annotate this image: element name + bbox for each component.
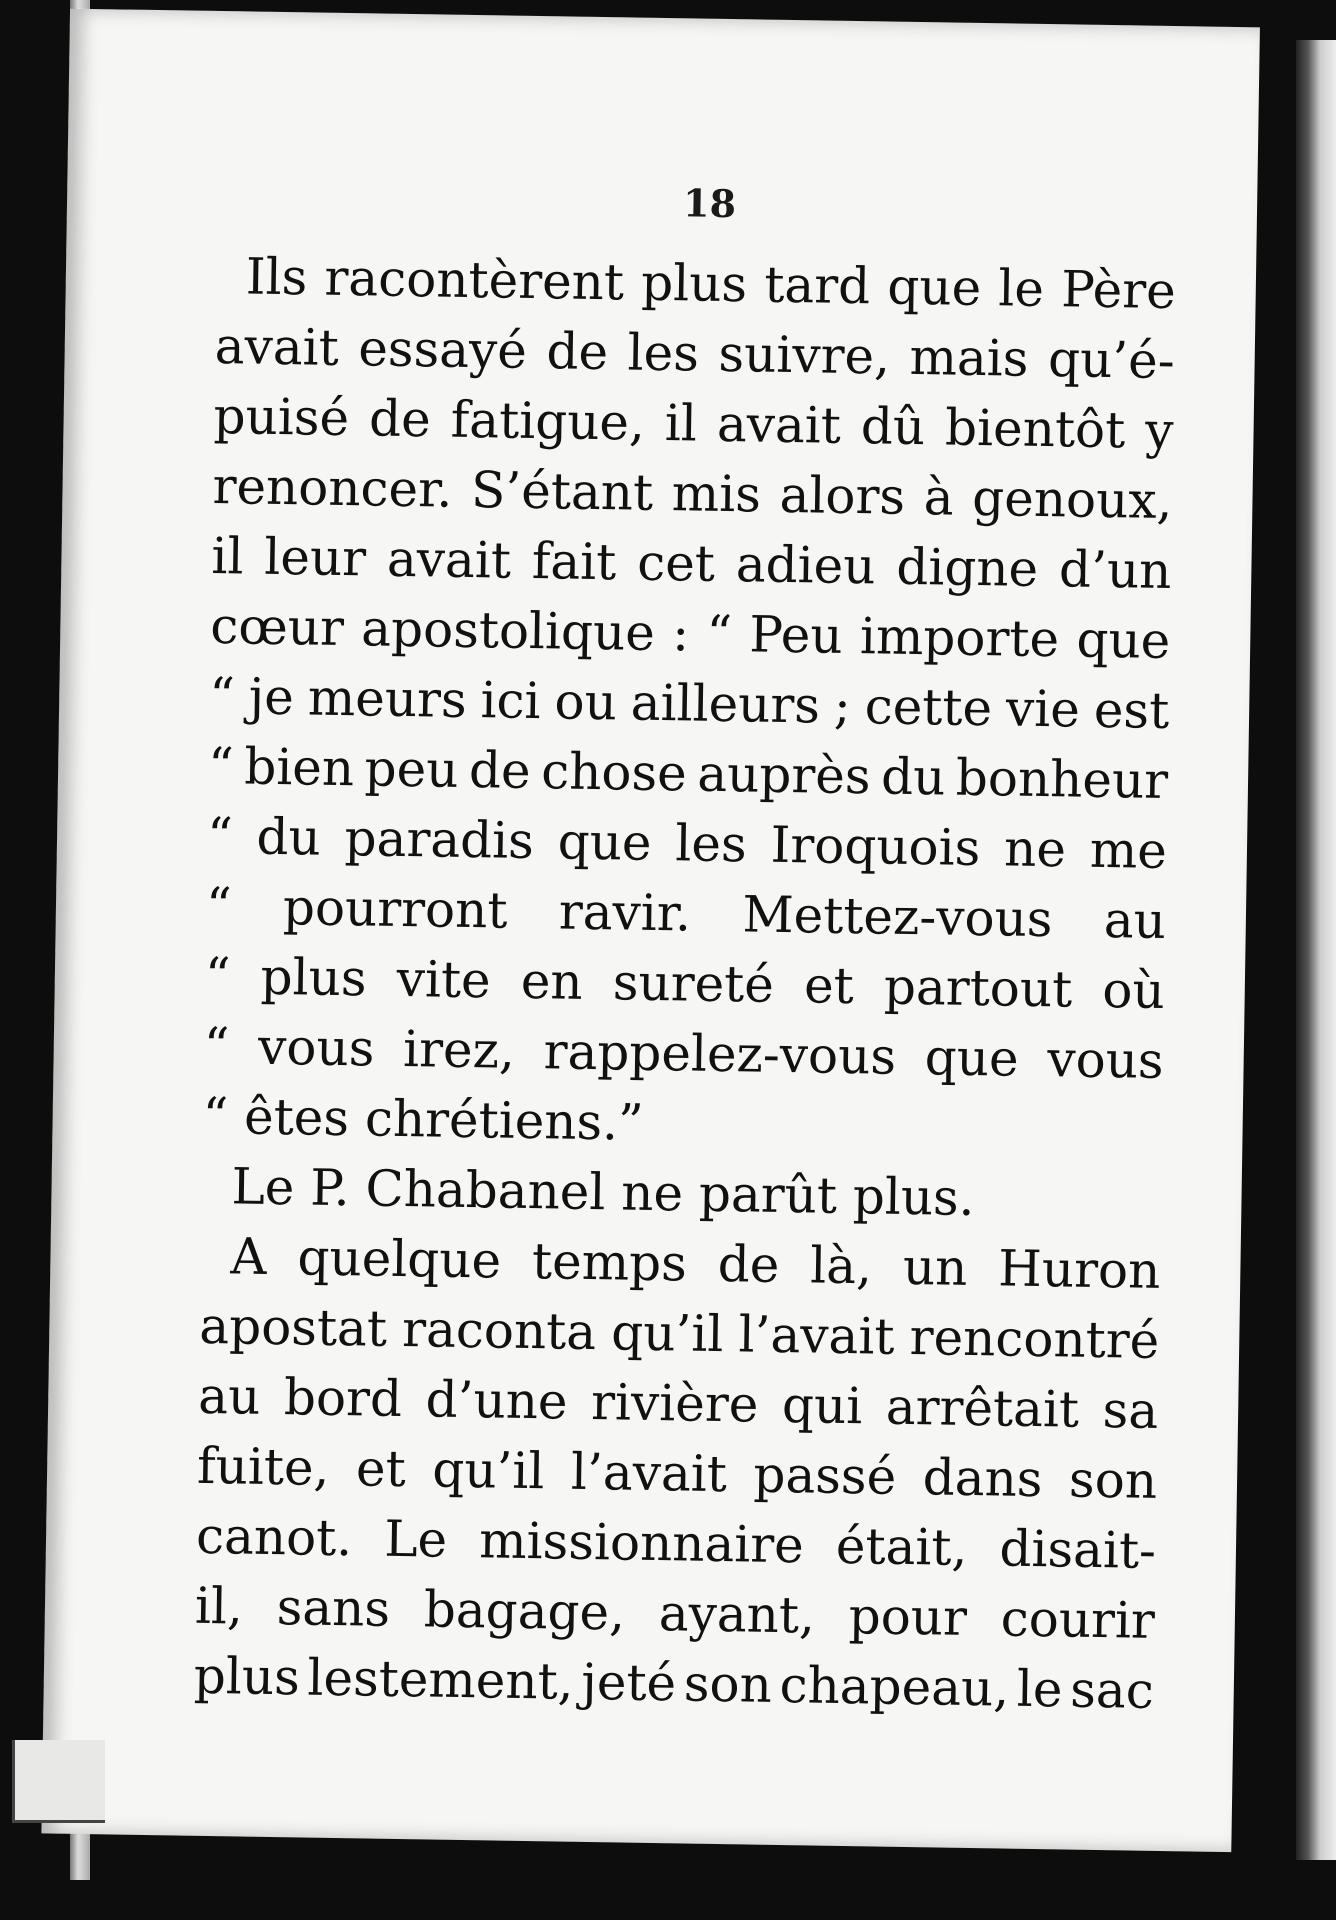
text-line: avait essayé de les suivre, mais qu’é-: [214, 316, 1176, 391]
text-line: apostat raconta qu’il l’avait rencontré: [198, 1296, 1160, 1370]
text-line: cœur apostolique : “ Peu importe que: [209, 596, 1171, 671]
text-line: fuite, et qu’il l’avait passé dans son: [196, 1436, 1158, 1510]
text-line: canot. Le missionnaire était, disait-: [195, 1506, 1157, 1580]
text-line: “ je meurs ici ou ailleurs ; cette vie est: [208, 666, 1170, 741]
text-line: puisé de fatigue, il avait dû bientôt y: [213, 386, 1174, 461]
text-line: il leur avait fait cet adieu digne d’un: [211, 526, 1172, 601]
text-line: Ils racontèrent plus tard que le Père: [245, 247, 1177, 321]
text-line: A quelque temps de là, un Huron: [230, 1227, 1161, 1300]
text-line: “ plus vite en sureté et partout où: [204, 946, 1166, 1020]
text-line: “ du paradis que les Iroquois ne me: [206, 806, 1168, 880]
text-line: au bord d’une rivière qui arrêtait sa: [197, 1366, 1159, 1440]
text-line: “ bien peu de chose auprès du bonheur: [207, 736, 1169, 810]
text-line: Le P. Chabanel ne parût plus.: [231, 1157, 976, 1228]
next-page-edge: [1296, 40, 1336, 1860]
text-line: “ pourront ravir. Mettez-vous au: [205, 876, 1167, 950]
text-line: renoncer. S’étant mis alors à genoux,: [212, 456, 1173, 531]
page-fold-corner: [12, 1740, 105, 1823]
page-number: 18: [682, 180, 737, 227]
book-page: [41, 9, 1260, 1852]
text-line: plus lestement, jeté son chapeau, le sac: [193, 1646, 1155, 1720]
text-line: “ êtes chrétiens.”: [202, 1086, 645, 1152]
text-line: “ vous irez, rappelez-vous que vous: [203, 1016, 1165, 1090]
body-text: [193, 241, 1176, 1726]
text-line: il, sans bagage, ayant, pour courir: [194, 1576, 1156, 1650]
